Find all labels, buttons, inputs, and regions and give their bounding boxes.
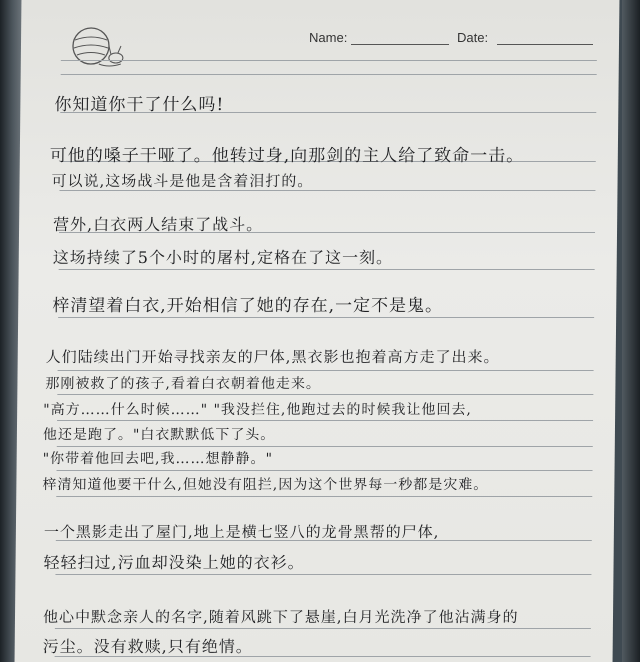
notebook-page xyxy=(15,0,620,662)
rule-line xyxy=(55,628,591,629)
page-header xyxy=(21,26,619,56)
text-line: 这场持续了5个小时的屠村,定格在了这一刻。 xyxy=(52,248,394,267)
text-line: 一个黑影走出了屋门,地上是横七竖八的龙骨黑帮的尸体, xyxy=(43,523,440,541)
text-line: 梓清知道他要干什么,但她没有阻拦,因为这个世界每一秒都是灾难。 xyxy=(42,477,489,493)
rule-line xyxy=(61,60,597,61)
rule-line xyxy=(57,446,593,447)
text-line: 可以说,这场战斗是他是含着泪打的。 xyxy=(51,172,314,190)
rule-line xyxy=(57,470,593,471)
text-line: "你带着他回去吧,我……想静静。" xyxy=(42,451,274,467)
rule-line xyxy=(58,370,594,371)
name-label: Name: xyxy=(308,30,348,45)
rule-line xyxy=(56,496,592,497)
text-line: 梓清望着白衣,开始相信了她的存在,一定不是鬼。 xyxy=(52,296,444,316)
rule-line xyxy=(57,420,593,421)
text-line: 营外,白衣两人结束了战斗。 xyxy=(53,215,264,234)
rule-line xyxy=(58,317,594,318)
text-line: 人们陆续出门开始寻找亲友的尸体,黑衣影也抱着高方走了出来。 xyxy=(45,348,500,366)
text-line: 你知道你干了什么吗! xyxy=(54,95,225,115)
rule-line xyxy=(55,574,591,575)
text-line: 那刚被救了的孩子,看着白衣朝着他走来。 xyxy=(45,376,321,392)
date-blank xyxy=(497,44,593,45)
rule-line xyxy=(59,269,595,270)
text-line: 轻轻扫过,污血却没染上她的衣衫。 xyxy=(43,553,305,572)
text-line: "高方……什么时候……" "我没拦住,他跑过去的时候我让他回去, xyxy=(43,402,472,418)
rule-line xyxy=(61,74,597,75)
text-line: 可他的嗓子干哑了。他转过身,向那剑的主人给了致命一击。 xyxy=(49,146,525,166)
balloon-bee-icon xyxy=(69,24,128,72)
notebook-shadow-right xyxy=(622,0,640,662)
text-line: 污尘。没有救赎,只有绝情。 xyxy=(42,637,253,656)
text-line: 他还是跑了。"白衣默默低下了头。 xyxy=(42,427,276,443)
date-label: Date: xyxy=(456,30,489,45)
name-blank xyxy=(351,44,449,45)
rule-line xyxy=(57,394,593,395)
text-line: 他心中默念亲人的名字,随着风跳下了悬崖,白月光洗净了他沾满身的 xyxy=(42,608,519,626)
